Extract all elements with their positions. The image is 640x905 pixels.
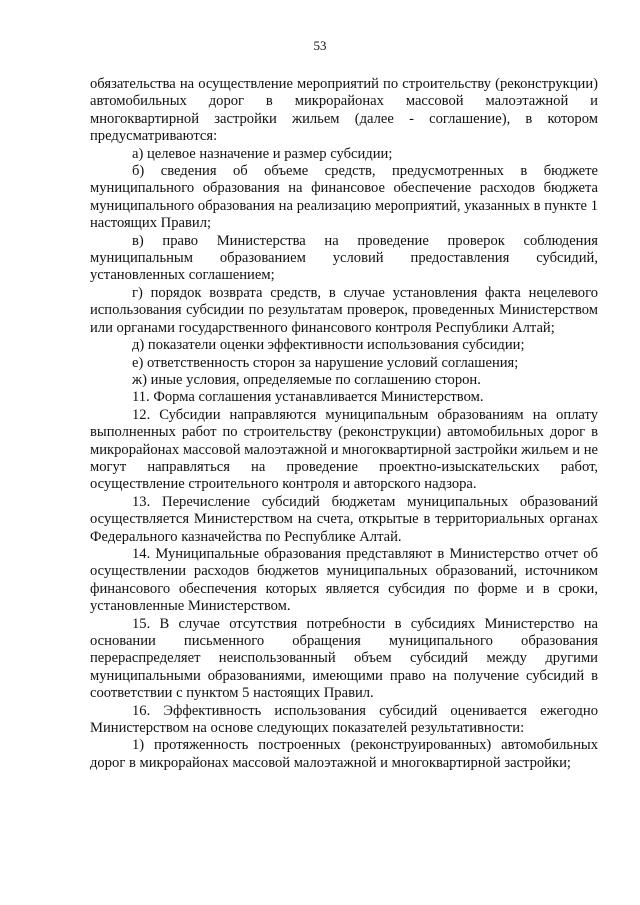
paragraph-clause-12: 12. Субсидии направляются муниципальным образованиям на оплату выполненных работ по строительству (реконструкции) автомобильных дорог в микрорайонах массовой малоэтажной и многоквартирной застройки жильем и не могут направляться на проведение проектно-изыскательских работ, осуществление строительного контроля и авторского надзора.: [90, 406, 599, 493]
paragraph-item-a: а) целевое назначение и размер субсидии;: [132, 145, 393, 162]
paragraph-item-zh: ж) иные условия, определяемые по соглашению сторон.: [132, 371, 481, 388]
paragraph-item-b: б) сведения об объеме средств, предусмотренных в бюджете муниципального образования на финансовое обеспечение расходов бюджета муниципального образования на реализацию мероприятий, указанных в пункте 1 настоящих Правил;: [90, 163, 598, 232]
paragraph-obligations-intro: обязательства на осуществление мероприятий по строительству (реконструкции) автомобильных дорог в микрорайонах массовой малоэтажной и многоквартирной застройки жильем (далее - соглашение), в котором предусматриваются:: [90, 76, 598, 145]
paragraph-item-v: в) право Министерства на проведение проверок соблюдения муниципальным образованием условий предоставления субсидий, установленных соглашением;: [90, 232, 598, 284]
paragraph-item-e: е) ответственность сторон за нарушение условий соглашения;: [132, 354, 519, 371]
paragraph-indicator-1: 1) протяженность построенных (реконструированных) автомобильных дорог в микрорайонах массовой малоэтажной и многоквартирной застройки;: [90, 737, 598, 771]
paragraph-clause-14: 14. Муниципальные образования представляют в Министерство отчет об осуществлении расходов бюджетов муниципальных образований, источником финансового обеспечения которых является субсидия по форме и в сроки, установленные Министерством.: [90, 545, 598, 615]
document-body: [90, 76, 598, 772]
paragraph-clause-16: 16. Эффективность использования субсидий оценивается ежегодно Министерством на основе следующих показателей результативности:: [90, 702, 598, 737]
page-number: 53: [313, 38, 327, 53]
paragraph-item-d: д) показатели оценки эффективности использования субсидии;: [132, 337, 525, 354]
paragraph-clause-11: 11. Форма соглашения устанавливается Министерством.: [132, 389, 484, 406]
paragraph-clause-15: 15. В случае отсутствия потребности в субсидиях Министерство на основании письменного обращения муниципального образования перераспределяет неиспользованный объем субсидий между другими муниципальными образованиями, имеющими право на получение субсидий в соответствии с пунктом 5 настоящих Правил.: [90, 615, 598, 702]
paragraph-clause-13: 13. Перечисление субсидий бюджетам муниципальных образований осуществляется Министерством на счета, открытые в территориальных органах Федерального казначейства по Республике Алтай.: [90, 493, 598, 545]
paragraph-item-g: г) порядок возврата средств, в случае установления факта нецелевого использования субсидии по результатам проверок, проведенных Министерством или органами государственного финансового контроля Республики Алтай;: [90, 284, 598, 336]
